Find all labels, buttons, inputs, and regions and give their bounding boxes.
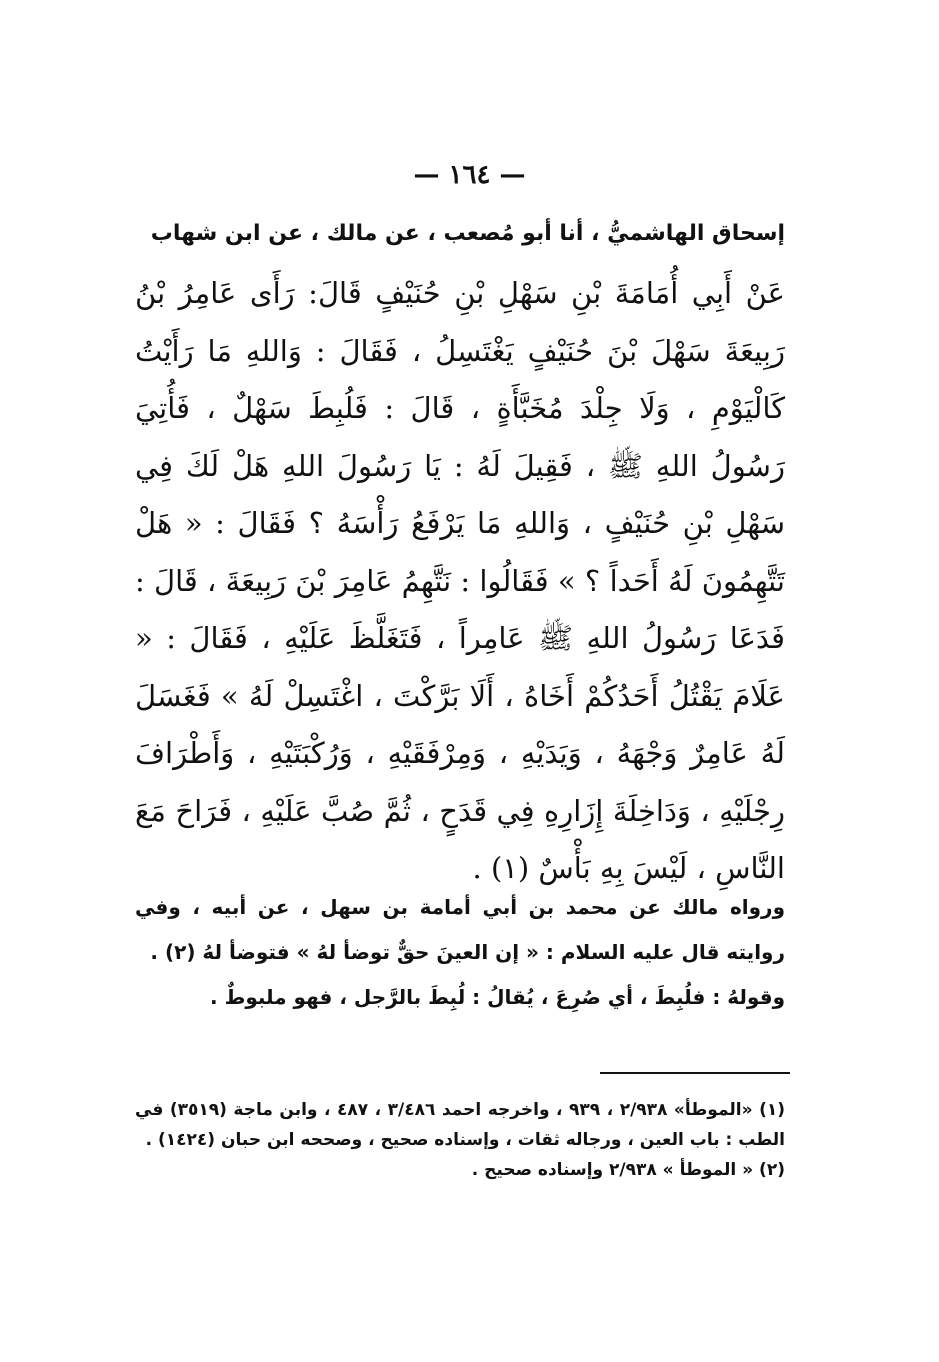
hadith-text xyxy=(135,265,785,898)
footnote-separator xyxy=(600,1072,790,1074)
commentary-paragraph-2: وقولهُ : فلُبِطَ ، أي صُرِعَ ، يُقالُ : لُبِطَ بالرَّجل ، فهو ملبوطٌ . xyxy=(210,985,785,1009)
hadith-paragraph: عَنْ أَبِي أُمَامَةَ بْنِ سَهْلِ بْنِ حُنَيْفٍ قَالَ: رَأَى عَامِرُ بْنُ رَبِيعَةَ سَهْلَ بْنَ حُنَيْفٍ يَغْتَسِلُ ، فَقَالَ : وَاللهِ مَا رَأَيْتُ كَالْيَوْمِ ، وَلَا جِلْدَ مُخَبَّأَةٍ ، قَالَ : فَلُبِطَ سَهْلٌ ، فَأُتِيَ رَسُولُ اللهِ ﷺ ، فَقِيلَ لَهُ : يَا رَسُولَ اللهِ هَلْ لَكَ فِي سَهْلِ بْنِ حُنَيْفٍ ، وَاللهِ مَا يَرْفَعُ رَأْسَهُ ؟ فَقَالَ : « هَلْ تَتَّهِمُونَ لَهُ أَحَداً ؟ » فَقَالُوا : نَتَّهِمُ عَامِرَ بْنَ رَبِيعَةَ ، قَالَ : فَدَعَا رَسُولُ اللهِ ﷺ عَامِراً ، فَتَغَلَّظَ عَلَيْهِ ، فَقَالَ : « عَلَامَ يَقْتُلُ أَحَدُكُمْ أَخَاهُ ، أَلَا بَرَّكْتَ ، اغْتَسِلْ لَهُ » فَغَسَلَ لَهُ عَامِرٌ وَجْهَهُ ، وَيَدَيْهِ ، وَمِرْفَقَيْهِ ، وَرُكْبَتَيْهِ ، وَأَطْرَافَ رِجْلَيْهِ ، وَدَاخِلَةَ إِزَارِهِ فِي قَدَحٍ ، ثُمَّ صُبَّ عَلَيْهِ ، فَرَاحَ مَعَ النَّاسِ ، لَيْسَ بِهِ بَأْسٌ (١) . xyxy=(135,276,785,885)
page-number: — ١٦٤ — xyxy=(413,160,526,190)
footnote-2: (٢) « الموطأ » ٢/٩٣٨ وإسناده صحيح . xyxy=(471,1160,785,1180)
footnotes xyxy=(135,1095,785,1185)
commentary-paragraph-1: ورواه مالك عن محمد بن أبي أمامة بن سهل ، عن أبيه ، وفي روايته قال عليه السلام : « إن العينَ حقٌّ توضأ لهُ » فتوضأ لهُ (٢) . xyxy=(135,895,785,964)
isnad-chain: إسحاق الهاشميُّ ، أنا أبو مُصعب ، عن مالك ، عن ابن شهاب xyxy=(150,221,785,246)
commentary xyxy=(135,885,785,1020)
footnote-1: (١) «الموطأ» ٢/٩٣٨ ، ٩٣٩ ، واخرجه احمد ٣/٤٨٦ ، ٤٨٧ ، وابن ماجة (٣٥١٩) في الطب : باب العين ، ورجاله ثقات ، وإسناده صحيح ، وصححه ابن حبان (١٤٢٤) . xyxy=(135,1100,786,1150)
